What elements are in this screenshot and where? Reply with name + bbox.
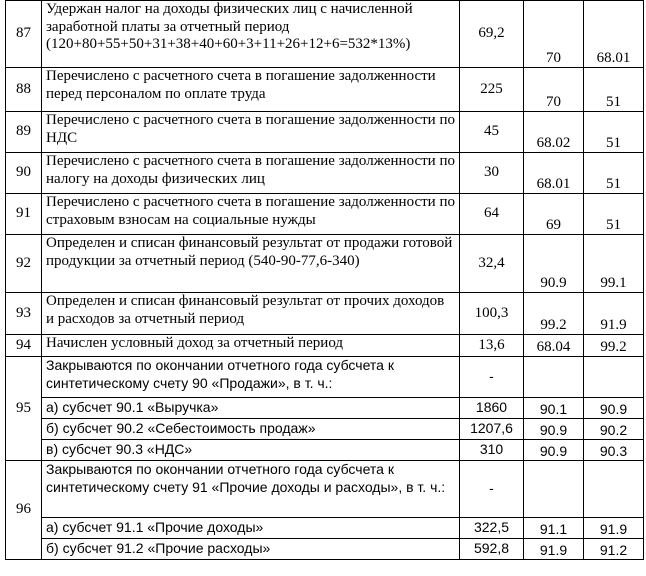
row-number: 96 <box>6 461 42 560</box>
credit-account: 90.2 <box>584 419 644 440</box>
debit-account: 91.1 <box>524 518 584 539</box>
table-row <box>6 357 644 398</box>
amount-cell: 45 <box>460 112 524 153</box>
row-number: 90 <box>6 153 42 194</box>
subaccount-text: в) субсчет 90.3 «НДС» <box>42 440 460 461</box>
amount-cell: 69,2 <box>460 1 524 68</box>
row-number: 92 <box>6 235 42 293</box>
operation-text: Перечислено с расчетного счета в погашение задолженности по НДС <box>42 112 460 153</box>
table-row <box>6 153 644 194</box>
amount-cell: 310 <box>460 440 524 461</box>
table-row <box>6 235 644 293</box>
debit-account: 70 <box>524 1 584 68</box>
table-row <box>6 518 644 539</box>
credit-account: 91.9 <box>584 293 644 335</box>
debit-account: 68.01 <box>524 153 584 194</box>
operation-text: Перечислено с расчетного счета в погашение задолженности по налогу на доходы физических лиц <box>42 153 460 194</box>
amount-cell: 32,4 <box>460 235 524 293</box>
debit-account: 68.02 <box>524 112 584 153</box>
table-row <box>6 1 644 68</box>
operation-text: Закрываются по окончании отчетного года субсчета к синтетическому счету 90 «Продажи», в т. ч.: <box>42 357 460 398</box>
amount-cell: 100,3 <box>460 293 524 335</box>
amount-cell: - <box>460 461 524 518</box>
table-row <box>6 293 644 335</box>
credit-account: 90.3 <box>584 440 644 461</box>
ledger-table <box>5 0 644 560</box>
debit-account: 91.9 <box>524 539 584 560</box>
row-number: 93 <box>6 293 42 335</box>
subaccount-text: а) субсчет 90.1 «Выручка» <box>42 398 460 419</box>
credit-account: 68.01 <box>584 1 644 68</box>
amount-cell: 225 <box>460 68 524 112</box>
debit-account: 68.04 <box>524 335 584 357</box>
subaccount-text: а) субсчет 91.1 «Прочие доходы» <box>42 518 460 539</box>
debit-account: 90.9 <box>524 235 584 293</box>
amount-cell: 1860 <box>460 398 524 419</box>
operation-text: Начислен условный доход за отчетный период <box>42 335 460 357</box>
row-number: 94 <box>6 335 42 357</box>
credit-account: 51 <box>584 153 644 194</box>
operation-text: Определен и списан финансовый результат от продажи готовой продукции за отчетный период (540-90-77,6-340) <box>42 235 460 293</box>
amount-cell: 1207,6 <box>460 419 524 440</box>
table-row <box>6 335 644 357</box>
debit-account <box>524 357 584 398</box>
credit-account: 51 <box>584 68 644 112</box>
credit-account: 51 <box>584 112 644 153</box>
table-row <box>6 440 644 461</box>
debit-account: 90.9 <box>524 440 584 461</box>
credit-account: 91.9 <box>584 518 644 539</box>
row-number: 95 <box>6 357 42 461</box>
subaccount-text: б) субсчет 90.2 «Себестоимость продаж» <box>42 419 460 440</box>
operation-text: Закрываются по окончании отчетного года субсчета к синтетическому счету 91 «Прочие доходы и расходы», в т. ч.: <box>42 461 460 518</box>
table-row <box>6 398 644 419</box>
table-row <box>6 539 644 560</box>
credit-account <box>584 357 644 398</box>
amount-cell: 322,5 <box>460 518 524 539</box>
table-row <box>6 461 644 518</box>
operation-text: Перечислено с расчетного счета в погашение задолженности перед персоналом по оплате труда <box>42 68 460 112</box>
credit-account: 90.9 <box>584 398 644 419</box>
table-row <box>6 112 644 153</box>
row-number: 89 <box>6 112 42 153</box>
amount-cell: 64 <box>460 194 524 235</box>
credit-account: 99.1 <box>584 235 644 293</box>
operation-text: Перечислено с расчетного счета в погашение задолженности по страховым взносам на социальные нужды <box>42 194 460 235</box>
debit-account <box>524 461 584 518</box>
table-row <box>6 194 644 235</box>
operation-text: Удержан налог на доходы физических лиц с начисленной заработной платы за отчетный период (120+80+55+50+31+38+40+60+3+11+26+12+6=532*13%) <box>42 1 460 68</box>
row-number: 91 <box>6 194 42 235</box>
row-number: 88 <box>6 68 42 112</box>
debit-account: 90.9 <box>524 419 584 440</box>
credit-account: 91.2 <box>584 539 644 560</box>
credit-account: 99.2 <box>584 335 644 357</box>
row-number: 87 <box>6 1 42 68</box>
credit-account: 51 <box>584 194 644 235</box>
amount-cell: 592,8 <box>460 539 524 560</box>
amount-cell: - <box>460 357 524 398</box>
table-row <box>6 68 644 112</box>
debit-account: 69 <box>524 194 584 235</box>
amount-cell: 13,6 <box>460 335 524 357</box>
debit-account: 70 <box>524 68 584 112</box>
credit-account <box>584 461 644 518</box>
debit-account: 90.1 <box>524 398 584 419</box>
operation-text: Определен и списан финансовый результат от прочих доходов и расходов за отчетный период <box>42 293 460 335</box>
table-row <box>6 419 644 440</box>
debit-account: 99.2 <box>524 293 584 335</box>
amount-cell: 30 <box>460 153 524 194</box>
subaccount-text: б) субсчет 91.2 «Прочие расходы» <box>42 539 460 560</box>
